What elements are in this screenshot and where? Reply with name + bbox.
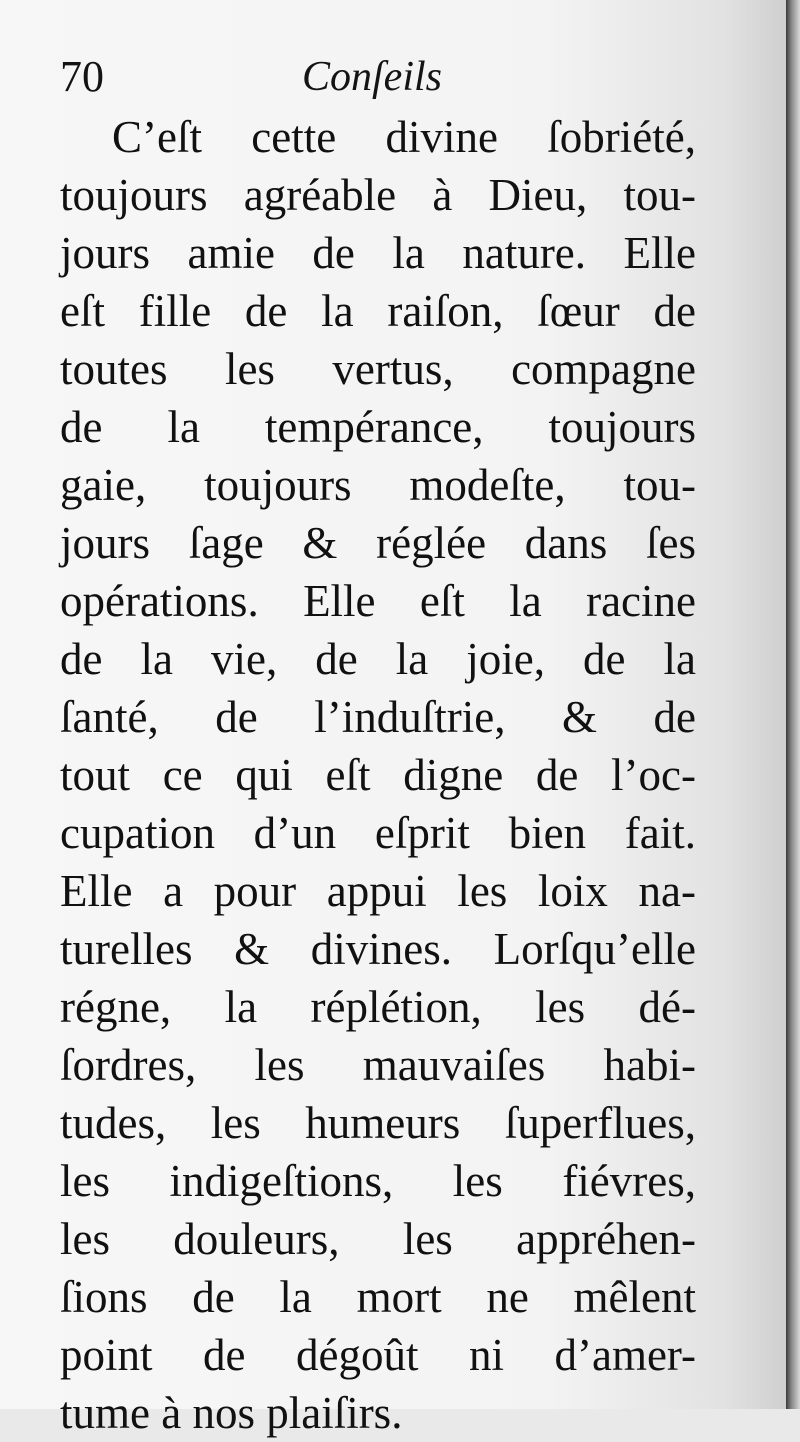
text-line: de la tempérance, toujours xyxy=(60,402,696,452)
text-line: turelles & divines. Lorſqu’elle xyxy=(60,924,696,974)
text-line: les indigeſtions, les fiévres, xyxy=(60,1156,696,1206)
text-line: jours ſage & réglée dans ſes xyxy=(60,518,696,568)
text-line: toutes les vertus, compagne xyxy=(60,344,696,394)
text-line: ſanté, de l’induſtrie, & de xyxy=(60,692,696,742)
page-header xyxy=(60,52,700,102)
text-line: jours amie de la nature. Elle xyxy=(60,228,696,278)
text-line: gaie, toujours modeſte, tou- xyxy=(60,460,696,510)
text-line: les douleurs, les appréhen- xyxy=(60,1214,696,1264)
text-line: tume à nos plaiſirs. xyxy=(60,1388,403,1438)
text-line: Elle a pour appui les loix na- xyxy=(60,866,696,916)
text-line: régne, la réplétion, les dé- xyxy=(60,982,696,1032)
page-edge-shadow xyxy=(786,0,800,1409)
text-line: ſordres, les mauvaiſes habi- xyxy=(60,1040,696,1090)
text-line: toujours agréable à Dieu, tou- xyxy=(60,170,696,220)
body-text xyxy=(60,108,696,1442)
text-line: cupation d’un eſprit bien fait. xyxy=(60,808,696,858)
text-line: tout ce qui eſt digne de l’oc- xyxy=(60,750,696,800)
text-line: de la vie, de la joie, de la xyxy=(60,634,696,684)
text-line: opérations. Elle eſt la racine xyxy=(60,576,696,626)
text-line: eſt fille de la raiſon, ſœur de xyxy=(60,286,696,336)
text-line: point de dégoût ni d’amer- xyxy=(60,1330,696,1380)
text-line: tudes, les humeurs ſuperflues, xyxy=(60,1098,696,1148)
text-line: ſions de la mort ne mêlent xyxy=(60,1272,696,1322)
text-line: C’eſt cette divine ſobriété, xyxy=(112,112,696,162)
running-head: Conſeils xyxy=(302,54,443,100)
page-number: 70 xyxy=(60,52,104,101)
